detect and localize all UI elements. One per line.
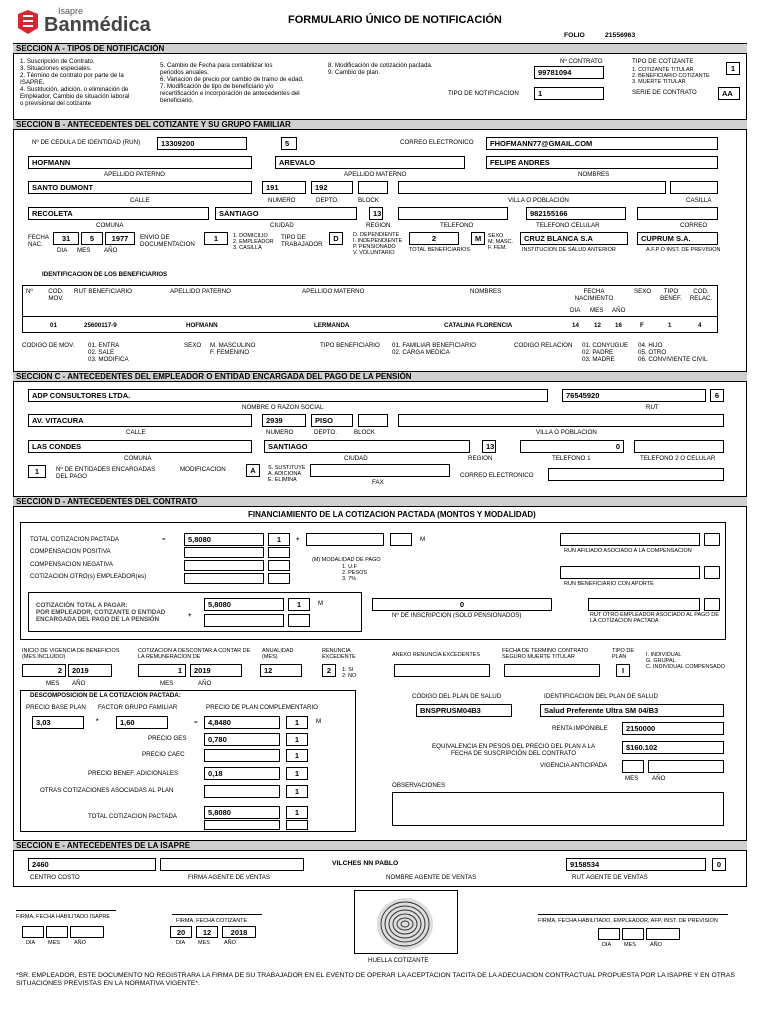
tel1-emp-field[interactable]: 0 xyxy=(520,440,624,453)
precio-base-label: PRECIO BASE PLAN xyxy=(26,704,86,711)
region-emp-label: REGION xyxy=(468,455,493,462)
section-a-header: SECCION A - TIPOS DE NOTIFICACIÓN xyxy=(13,43,747,54)
razon-field[interactable]: ADP CONSULTORES LTDA. xyxy=(28,389,548,402)
tel1-emp-label: TELEFONO 1 xyxy=(552,455,591,462)
inscripcion-field[interactable]: 0 xyxy=(372,598,552,611)
firma-isapre-ano[interactable] xyxy=(70,926,104,938)
sec-a-list2: 5. Cambio de Fecha para contabilizar los periodos anuales. 6. Variación de precio por cambio de tramo de edad. 7. Modificación de tipo de beneficiario y/o recertificación e incorporación de antecedentes del beneficiario. xyxy=(160,62,304,104)
caec-field[interactable] xyxy=(204,749,280,762)
modalidad-opts: 1. U.F 2. PESOS 3. 7% xyxy=(342,564,368,582)
correo-b-field[interactable] xyxy=(637,207,718,220)
ges-label: PRECIO GES xyxy=(148,735,187,742)
firma-emp-mes[interactable] xyxy=(622,928,644,940)
comp-pos-mod[interactable] xyxy=(268,547,290,558)
ben-h-am: APELLIDO MATERNO xyxy=(302,288,365,295)
vig-ant-label: VIGENCIA ANTICIPADA xyxy=(540,762,608,769)
tipo-notif-field[interactable]: 1 xyxy=(534,87,604,100)
calle-emp-label: CALLE xyxy=(126,429,146,436)
fc-ano-l: AÑO xyxy=(224,940,236,946)
ges-field[interactable]: 0,780 xyxy=(204,733,280,746)
total-label: TOTAL COTIZACION PACTADA xyxy=(88,813,178,820)
sec-a-list1: 1. Suscripción de Contrato. 3. Situaciones especiales. 2. Término de contrato por parte de la ISAPRE. 4. Sustitución, adición, o eliminación de Empleador, Cambio de situación laboral o previsional del cotizante xyxy=(20,58,130,107)
anualidad-label: ANUALIDAD (MES) xyxy=(262,648,294,660)
region-label: REGION xyxy=(366,222,391,229)
tipo-cot-field[interactable]: 1 xyxy=(726,62,740,75)
caec-label: PRECIO CAEC xyxy=(142,751,185,758)
num-ent-field[interactable]: 1 xyxy=(28,465,46,478)
logo xyxy=(14,6,174,38)
footer-note: *SR. EMPLEADOR, ESTE DOCUMENTO NO REGISTRARA LA FIRMA DE SU TRABAJADOR EN EL EVENTO DE OPERAR LA ACEPTACION TACITA DE LA ADECUACION CONTRACTUAL PROPUESTA POR LA ISAPRE Y EN OTRAS SITUACIONES PREVISTAS EN LA NORMATIVA VIGENTE*. xyxy=(16,972,735,987)
tipo-ben-opts: 01. FAMILIAR BENEFICIARIO 02. CARGA MEDICA xyxy=(392,342,476,356)
fecha-mes-field[interactable]: 5 xyxy=(81,232,103,245)
fecha-mes-l: MES xyxy=(77,247,91,254)
precio-comp-label: PRECIO DE PLAN COMPLEMENTARIO xyxy=(206,704,318,711)
ben-h-codmov: COD. MOV. xyxy=(48,288,64,302)
tipo-plan-label: TIPO DE PLAN xyxy=(612,648,635,660)
rut-label: Nº DE CEDULA DE IDENTIDAD (RUN) xyxy=(32,139,141,146)
inicio-ano-l: AÑO xyxy=(72,680,86,687)
fax-field[interactable] xyxy=(310,464,450,477)
comp-pos-label: COMPENSACION POSITIVA xyxy=(30,548,111,555)
firma-ag-label: FIRMA AGENTE DE VENTAS xyxy=(188,874,271,881)
villa-emp-field[interactable] xyxy=(398,414,724,427)
benef-mod[interactable]: 1 xyxy=(286,767,308,780)
email-field[interactable]: FHOFMANN77@GMAIL.COM xyxy=(486,137,718,150)
ben-h-rut: RUT BENEFICIARIO xyxy=(74,288,132,295)
ben-h-ap: APELLIDO PATERNO xyxy=(170,288,231,295)
cot-otro-label: COTIZACION OTRO(s) EMPLEADOR(es) xyxy=(30,573,147,580)
cot-otro-field[interactable] xyxy=(184,573,264,584)
ap-materno-field[interactable]: AREVALO xyxy=(275,156,465,169)
rut-emp-field[interactable]: 76545920 xyxy=(562,389,706,402)
fecha-dia-field[interactable]: 31 xyxy=(53,232,79,245)
firma-cot-label: FIRMA, FECHA COTIZANTE xyxy=(176,918,248,924)
envio-label: ENVIO DE DOCUMENTACION xyxy=(140,234,195,248)
m-letter-1: M xyxy=(420,536,426,543)
vig-ano-l: AÑO xyxy=(652,775,666,782)
comp-neg-label: COMPENSACION NEGATIVA xyxy=(30,561,113,568)
termino-field[interactable] xyxy=(504,664,600,677)
firma-emp-line xyxy=(538,914,728,915)
run-benef-field[interactable] xyxy=(560,566,700,579)
sexo-opts: SEXO M. MASC. F. FEM. xyxy=(488,233,514,251)
section-c-header: SECCION C - ANTECEDENTES DEL EMPLEADOR O ENTIDAD ENCARGADA DEL PAGO DE LA PENSIÓN xyxy=(13,371,747,382)
numero-label: NUMERO xyxy=(268,197,296,204)
cod-rel-opts1: 01. CONYUGUE 02. PADRE 03. MADRE xyxy=(582,342,629,363)
total-cot-mod-field[interactable]: 1 xyxy=(268,533,290,546)
tipo-plan-field[interactable]: I xyxy=(616,664,630,677)
comp-neg-mod[interactable] xyxy=(268,560,290,571)
calle-emp-field[interactable]: AV. VITACURA xyxy=(28,414,252,427)
renta-field[interactable]: 2150000 xyxy=(622,722,724,735)
run-benef-label: RUN BENEFICIARIO CON APORTE xyxy=(564,581,654,587)
ben-sub-ano: AÑO xyxy=(612,307,626,314)
ben-h-n: Nº xyxy=(26,288,33,295)
nombres-field[interactable]: FELIPE ANDRES xyxy=(486,156,718,169)
depto-emp-field[interactable]: PISO xyxy=(311,414,353,427)
firma-emp-dia[interactable] xyxy=(598,928,620,940)
cod-rel-opts2: 04. HIJO 05. OTRO 06. CONVIVIENTE CIVIL xyxy=(638,342,708,363)
fecha-dia-l: DIA xyxy=(57,247,68,254)
numero-emp-label: NUMERO xyxy=(266,429,294,436)
fi-dia-l: DIA xyxy=(26,940,36,946)
caec-mod[interactable]: 1 xyxy=(286,749,308,762)
depto-label: DEPTO. xyxy=(316,197,339,204)
termino-label: FECHA DE TERMINO CONTRATO SEGURO MUERTE TITULAR xyxy=(502,648,589,660)
ben-cell-tipo: 1 xyxy=(668,322,672,329)
firma-cot-line xyxy=(172,914,262,915)
comp-field-a[interactable] xyxy=(306,533,384,546)
region-field[interactable]: 13 xyxy=(369,207,383,220)
comuna-emp-label: COMUNA xyxy=(124,455,152,462)
total-cot-field[interactable]: 5,8080 xyxy=(184,533,264,546)
renuncia-label: RENUNCIA EXCEDENTE xyxy=(322,648,356,660)
total-mod[interactable]: 1 xyxy=(286,806,308,819)
rut-otro-label: RUT OTRO EMPLEADOR ASOCIADO AL PAGO DE LA COTIZACION PACTADA xyxy=(590,612,719,624)
tipo-trab-opts: D. DEPENDIENTE I. INDEPENDIENTE P. PENSIONADO V. VOLUNTARIO xyxy=(353,232,403,256)
sec-a-list3: 8. Modificación de cotización pactada. 9. Cambio de plan. xyxy=(328,62,433,76)
rut-otro-field[interactable] xyxy=(588,598,700,611)
tipo-ben-label: TIPO BENEFICIARIO xyxy=(320,342,380,349)
correo-emp-field[interactable] xyxy=(548,468,724,481)
comp-mod-a[interactable] xyxy=(390,533,412,546)
ben-cell-codmov: 01 xyxy=(50,322,57,329)
calle-field[interactable]: SANTO DUMONT xyxy=(28,181,252,194)
total-cot-label: TOTAL COTIZACION PACTADA xyxy=(30,536,120,543)
inscripcion-label: Nº DE INSCRIPCION (SOLO PENSIONADOS) xyxy=(392,612,522,619)
ben-cell-am: LERMANDA xyxy=(314,322,350,329)
firma-isapre-dia[interactable] xyxy=(22,926,44,938)
sexo-field[interactable]: M xyxy=(471,232,485,245)
comuna-emp-field[interactable]: LAS CONDES xyxy=(28,440,252,453)
cot-total-mod[interactable]: 1 xyxy=(288,598,310,611)
ciudad-field[interactable]: SANTIAGO xyxy=(215,207,357,220)
rut-field[interactable]: 13309200 xyxy=(157,137,247,150)
cod-mov-opts: 01. ENTRA 02. SALE 03. MODIFICA xyxy=(88,342,129,363)
tel2-emp-field[interactable] xyxy=(634,440,724,453)
firma-cot-ano[interactable]: 2018 xyxy=(222,926,256,938)
ben-h-codrel: COD. RELAC. xyxy=(689,288,713,302)
cot-desc-ano-l: AÑO xyxy=(198,680,212,687)
cod-rel-label: CODIGO RELACION xyxy=(514,342,573,349)
folio-label: FOLIO xyxy=(564,32,585,39)
anexo-field[interactable] xyxy=(394,664,490,677)
rut-ag-field[interactable]: 9158534 xyxy=(566,858,706,871)
rut-emp-dv-field[interactable]: 6 xyxy=(710,389,724,402)
ben-sub-mes: MES xyxy=(590,307,604,314)
afp-label: A.F.P O INST. DE PREVISION xyxy=(646,247,721,253)
fingerprint-icon xyxy=(370,892,440,952)
section-b-header: SECCION B - ANTECEDENTES DEL COTIZANTE Y SU GRUPO FAMILIAR xyxy=(13,119,747,130)
run-afil-label: RUN AFILIADO ASOCIADO A LA COMPENSACION xyxy=(564,548,692,554)
calle-label: CALLE xyxy=(130,197,150,204)
tipo-cot-label: TIPO DE COTIZANTE xyxy=(632,58,694,65)
cot-desc-mes-field[interactable]: 1 xyxy=(138,664,186,677)
vig-ant-mes[interactable] xyxy=(622,760,644,773)
fe-dia-l: DIA xyxy=(602,942,612,948)
run-afil-field[interactable] xyxy=(560,533,700,546)
benef-field[interactable]: 0,18 xyxy=(204,767,280,780)
fc-mes-l: MES xyxy=(198,940,210,946)
eq-sign: = xyxy=(162,536,166,543)
anexo-label: ANEXO RENUNCIA EXCEDENTES xyxy=(392,652,481,658)
inst-salud-field[interactable]: CRUZ BLANCA S.A xyxy=(520,232,628,245)
villa-label: VILLA O POBLACION xyxy=(508,197,569,204)
id-plan-field[interactable]: Salud Preferente Ultra SM 04/B3 xyxy=(540,704,724,717)
inicio-mes-l: MES xyxy=(46,680,60,687)
ben-h-tipo: TIPO BENEF. xyxy=(660,288,682,302)
ap-paterno-label: APELLIDO PATERNO xyxy=(104,171,165,178)
inst-salud-label: INSTITUCION DE SALUD ANTERIOR xyxy=(522,247,616,253)
folio-value: 21556963 xyxy=(605,32,636,39)
total-field[interactable]: 5,8080 xyxy=(204,806,280,819)
block-emp-label: BLOCK xyxy=(354,429,375,436)
brand-isapre: Isapre xyxy=(58,6,84,16)
envio-field[interactable]: 1 xyxy=(204,232,228,245)
equiv-field[interactable]: $160.102 xyxy=(622,741,724,754)
rut-otro-dv[interactable] xyxy=(704,598,720,611)
rut-emp-label: RUT xyxy=(646,404,659,411)
tipo-notif-label: TIPO DE NOTIFICACION xyxy=(448,90,519,97)
m-letter-3: M xyxy=(316,718,322,725)
agente-value: VILCHES NN PABLO xyxy=(332,860,399,867)
ben-cell-nombres: CATALINA FLORENCIA xyxy=(444,322,513,329)
sec-d-subtitle: FINANCIAMIENTO DE LA COTIZACION PACTADA (MONTOS Y MODALIDAD) xyxy=(248,510,536,519)
ben-cell-ano: 16 xyxy=(615,322,622,329)
otras-mod[interactable]: 1 xyxy=(286,785,308,798)
vig-mes-l: MES xyxy=(625,775,639,782)
run-benef-dv[interactable] xyxy=(704,566,720,579)
ben-cell-ap: HOFMANN xyxy=(186,322,218,329)
block-field[interactable] xyxy=(358,181,388,194)
telefono-label: TELEFONO xyxy=(440,222,474,229)
firma-isapre-mes[interactable] xyxy=(46,926,68,938)
fe-mes-l: MES xyxy=(624,942,636,948)
cot-otro-mod[interactable] xyxy=(268,573,290,584)
ben-cell-mes: 12 xyxy=(594,322,601,329)
otras-label: OTRAS COTIZACIONES ASOCIADAS AL PLAN xyxy=(40,787,174,794)
firma-isapre-line xyxy=(16,910,116,911)
banmedica-logo-icon xyxy=(14,8,42,36)
ciudad-emp-label: CIUDAD xyxy=(344,455,368,462)
inicio-mes-field[interactable]: 2 xyxy=(22,664,66,677)
total-mod2[interactable] xyxy=(286,820,308,830)
correo-b-label: CORREO xyxy=(680,222,708,229)
casilla-field[interactable] xyxy=(670,181,718,194)
razon-label: NOMBRE O RAZON SOCIAL xyxy=(242,404,324,411)
firma-ag-field[interactable] xyxy=(160,858,304,871)
m-letter-2: M xyxy=(318,600,324,607)
form-title: FORMULARIO ÚNICO DE NOTIFICACIÓN xyxy=(288,14,502,26)
ben-cell-dia: 14 xyxy=(572,322,579,329)
ben-cell-sexo: F xyxy=(640,322,644,329)
fi-mes-l: MES xyxy=(48,940,60,946)
equiv-label: EQUIVALENCIA EN PESOS DEL PRECIO DEL PLAN A LA FECHA DE SUSCRIPCIÓN DEL CONTRATO xyxy=(432,743,596,757)
cot-total-label: COTIZACIÓN TOTAL A PAGAR: POR EMPLEADOR, COTIZANTE O ENTIDAD ENCARGADA DEL PAGO DE LA PENSIÓN xyxy=(36,602,166,623)
ben-cell-codrel: 4 xyxy=(698,322,702,329)
section-d-header: SECCION D - ANTECEDENTES DEL CONTRATO xyxy=(13,496,747,507)
ap-paterno-field[interactable]: HOFMANN xyxy=(28,156,252,169)
total-ben-field[interactable]: 2 xyxy=(409,232,459,245)
fax-label: FAX xyxy=(372,479,384,486)
precio-base-field[interactable]: 3,03 xyxy=(32,716,84,729)
cot-desc-label: COTIZACION A DESCONTAR A CONTAR DE LA REMUNERACION DE xyxy=(138,648,251,660)
vig-ant-ano[interactable] xyxy=(648,760,724,773)
sexo-b-opts: M. MASCULINO F. FEMENINO xyxy=(210,342,256,356)
celular-field[interactable]: 982155166 xyxy=(526,207,626,220)
tipo-trab-label: TIPO DE TRABAJADOR xyxy=(281,234,323,248)
numero-emp-field[interactable]: 2939 xyxy=(262,414,306,427)
ben-title: IDENTIFICACION DE LOS BENEFICIARIOS xyxy=(42,271,168,278)
depto-field[interactable]: 192 xyxy=(311,181,353,194)
comuna-field[interactable]: RECOLETA xyxy=(28,207,209,220)
envio-opts: 1. DOMICILIO 2. EMPLEADOR 3. CASILLA xyxy=(233,233,274,251)
benef-label: PRECIO BENEF. ADICIONALES xyxy=(88,770,179,777)
id-plan-label: IDENTIFICACION DEL PLAN DE SALUD xyxy=(544,693,658,700)
villa-emp-label: VILLA O POBLACION xyxy=(536,429,597,436)
section-e-header: SECCION E - ANTECEDENTES DE LA ISAPRE xyxy=(13,840,747,851)
plus-sign: + xyxy=(296,536,300,543)
tipo-cot-opts: 1. COTIZANTE TITULAR 2. BENEFICIARIO COTIZANTE 3. MUERTE TITULAR xyxy=(632,67,710,85)
factor-field[interactable]: 1,60 xyxy=(116,716,168,729)
obs-field[interactable] xyxy=(392,792,724,826)
ciudad-emp-field[interactable]: SANTIAGO xyxy=(264,440,470,453)
times-sign: * xyxy=(96,718,99,725)
depto-emp-label: DEPTO. xyxy=(314,429,337,436)
huella-label: HUELLA COTIZANTE xyxy=(368,957,429,964)
rut-ag-dv[interactable]: 0 xyxy=(712,858,726,871)
tipo-trab-field[interactable]: D xyxy=(329,232,343,245)
ben-cell-rut: 25600117-9 xyxy=(84,322,117,329)
correo-emp-label: CORREO ELECTRONICO xyxy=(460,472,534,479)
centro-field[interactable]: 2460 xyxy=(28,858,156,871)
ges-mod[interactable]: 1 xyxy=(286,733,308,746)
cod-plan-field[interactable]: BNSPRUSM04B3 xyxy=(416,704,512,717)
comp-pos-field[interactable] xyxy=(184,547,264,558)
serie-field[interactable]: AA xyxy=(718,87,740,100)
fecha-ano-l: AÑO xyxy=(104,247,118,254)
rut-dv-field[interactable]: 5 xyxy=(281,137,297,150)
firma-cot-dia[interactable]: 20 xyxy=(170,926,192,938)
modif-label: MODIFICACION xyxy=(180,466,226,473)
cod-plan-label: CÓDIGO DEL PLAN DE SALUD xyxy=(412,693,502,700)
run-afil-dv[interactable] xyxy=(704,533,720,546)
centro-label: CENTRO COSTO xyxy=(30,874,80,881)
modalidad-label: (M) MODALIDAD DE PAGO xyxy=(312,557,381,563)
nombres-label: NOMBRES xyxy=(578,171,610,178)
numero-field[interactable]: 191 xyxy=(262,181,306,194)
renuncia-field[interactable]: 2 xyxy=(322,664,336,677)
total-field2[interactable] xyxy=(204,820,280,830)
factor-label: FACTOR GRUPO FAMILIAR xyxy=(98,704,178,711)
block-label: BLOCK xyxy=(358,197,379,204)
brand-name: Banmédica xyxy=(44,14,151,36)
total-ben-label: TOTAL BENEFICIARIOS xyxy=(409,247,471,253)
cod-mov-label: CODIGO DE MOV. xyxy=(22,342,75,349)
casilla-label: CASILLA xyxy=(686,197,712,204)
cot-total-field2[interactable] xyxy=(204,614,284,627)
firma-emp-ano[interactable] xyxy=(646,928,680,940)
precio-comp-mod[interactable]: 1 xyxy=(286,716,308,729)
ben-row-line xyxy=(22,316,718,317)
fe-ano-l: AÑO xyxy=(650,942,662,948)
plus-sign-2: + xyxy=(188,612,192,619)
tipo-plan-opts: I. INDIVIDUAL G. GRUPAL C. INDIVIDUAL COMPENSADO xyxy=(646,652,725,670)
ben-sub-dia: DIA xyxy=(570,307,581,314)
ben-h-sexo: SEXO xyxy=(634,288,652,295)
sexo-b-label: SEXO xyxy=(184,342,202,349)
serie-label: SERIE DE CONTRATO xyxy=(632,89,697,96)
firma-isapre-label: FIRMA, FECHA HABILITADO ISAPRE xyxy=(16,914,111,920)
telefono-field[interactable] xyxy=(398,207,508,220)
region-emp-field[interactable]: 13 xyxy=(482,440,496,453)
cot-desc-mes-l: MES xyxy=(160,680,174,687)
contrato-field[interactable]: 99781094 xyxy=(534,66,604,79)
agente-field[interactable] xyxy=(314,858,320,871)
inicio-ano-field[interactable]: 2019 xyxy=(68,664,112,677)
modif-field[interactable]: A xyxy=(246,464,260,477)
afp-field[interactable]: CUPRUM S.A. xyxy=(637,232,718,245)
num-ent-label: Nº DE ENTIDADES ENCARGADAS DEL PAGO xyxy=(56,466,156,480)
celular-label: TELEFONO CELULAR xyxy=(536,222,600,229)
eq-sign-2: = xyxy=(194,719,198,726)
firma-emp-label: FIRMA, FECHA HABILITADO, EMPLEADOR, AFP, INST. DE PREVISION xyxy=(538,918,718,924)
cot-total-mod2[interactable] xyxy=(288,614,310,627)
block-emp-field[interactable] xyxy=(358,414,388,427)
email-label: CORREO ELECTRONICO xyxy=(400,139,474,146)
firma-cot-mes[interactable]: 12 xyxy=(196,926,218,938)
anualidad-field[interactable]: 12 xyxy=(260,664,302,677)
modif-opts: S. SUSTITUYE A. ADICIONA E. ELIMINA xyxy=(268,465,306,483)
rut-ag-label: RUT AGENTE DE VENTAS xyxy=(572,874,648,881)
contrato-label: Nº CONTRATO xyxy=(560,58,603,65)
comuna-label: COMUNA xyxy=(96,222,124,229)
otras-field[interactable] xyxy=(204,785,280,798)
fecha-ano-field[interactable]: 1977 xyxy=(105,232,135,245)
ap-materno-label: APELLIDO MATERNO xyxy=(344,171,407,178)
ben-h-nombres: NOMBRES xyxy=(470,288,502,295)
villa-field[interactable] xyxy=(398,181,666,194)
renuncia-opts: 1: SI 2: NO xyxy=(342,667,357,679)
ciudad-label: CIUDAD xyxy=(270,222,294,229)
agente-label: NOMBRE AGENTE DE VENTAS xyxy=(386,874,477,881)
ben-h-fecha: FECHA NACIMIENTO xyxy=(574,288,614,302)
fc-dia-l: DIA xyxy=(176,940,186,946)
tel2-emp-label: TELEFONO 2 O CELULAR xyxy=(640,455,716,462)
cot-total-field[interactable]: 5,8080 xyxy=(204,598,284,611)
desc-title: DESCOMPOSICION DE LA COTIZACION PACTADA: xyxy=(30,692,181,699)
precio-comp-field[interactable]: 4,8480 xyxy=(204,716,280,729)
cot-desc-ano-field[interactable]: 2019 xyxy=(190,664,242,677)
renta-label: RENTA IMPONIBLE xyxy=(552,725,608,732)
comp-neg-field[interactable] xyxy=(184,560,264,571)
fi-ano-l: AÑO xyxy=(74,940,86,946)
obs-label: OBSERVACIONES xyxy=(392,782,446,789)
inicio-label: INICIO DE VIGENCIA DE BENEFICIOS (MES INCLUIDO) xyxy=(22,648,120,660)
fecha-nac-label: FECHA NAC. xyxy=(28,234,49,248)
